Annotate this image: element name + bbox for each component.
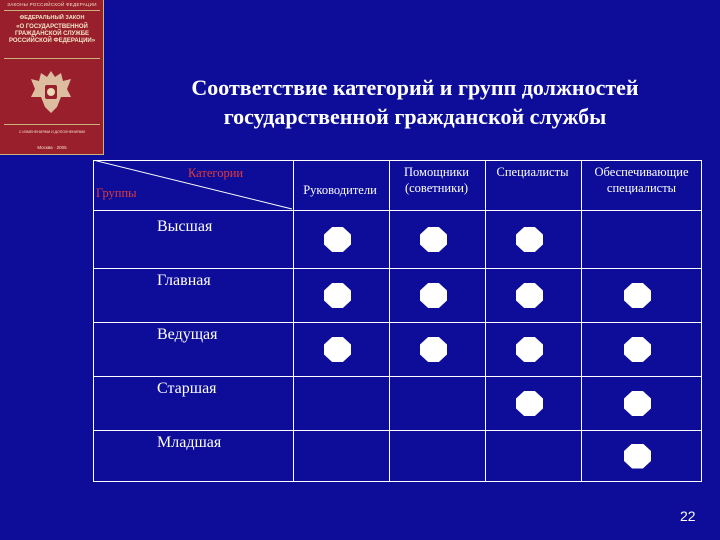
row-label-leading: Ведущая — [157, 326, 218, 343]
table-horizontal-line — [93, 268, 702, 269]
column-header-line: Помощники — [404, 165, 469, 179]
cover-subtitle-text: С ИЗМЕНЕНИЯМИ И ДОПОЛНЕНИЯМИ — [18, 130, 86, 134]
correspondence-mark-icon — [516, 391, 543, 416]
coat-of-arms-icon — [29, 67, 73, 117]
table-horizontal-line — [93, 210, 702, 211]
cover-divider — [4, 124, 100, 125]
correspondence-mark-icon — [516, 337, 543, 362]
column-header-support-specialists — [581, 164, 702, 197]
row-label-highest: Высшая — [157, 218, 213, 235]
cover-law-type-text: ФЕДЕРАЛЬНЫЙ ЗАКОН — [19, 15, 85, 21]
column-header-assistants — [389, 164, 484, 197]
table-vertical-line — [485, 160, 486, 482]
table-horizontal-line — [93, 376, 702, 377]
corner-header-categories: Категории — [188, 166, 244, 180]
correspondence-mark-icon — [420, 227, 447, 252]
table-vertical-line — [293, 160, 294, 482]
column-header-specialists — [485, 164, 580, 180]
correspondence-mark-icon — [624, 391, 651, 416]
table-horizontal-line — [93, 430, 702, 431]
correspondence-mark-icon — [624, 337, 651, 362]
row-label-senior: Старшая — [157, 380, 217, 397]
correspondence-mark-icon — [420, 283, 447, 308]
cover-series-text: ЗАКОНЫ РОССИЙСКОЙ ФЕДЕРАЦИИ — [7, 2, 97, 7]
book-cover-image — [0, 0, 104, 155]
slide-title — [110, 74, 720, 131]
correspondence-mark-icon — [516, 227, 543, 252]
table-horizontal-line — [93, 160, 702, 161]
table-vertical-line — [581, 160, 582, 482]
cover-divider — [4, 10, 100, 11]
table-vertical-line — [701, 160, 702, 482]
slide-title-line2: государственной гражданской службы — [223, 103, 607, 129]
table-horizontal-line — [93, 322, 702, 323]
table-horizontal-line — [93, 481, 702, 482]
table-vertical-line — [93, 160, 94, 482]
column-header-line: (советники) — [404, 181, 469, 196]
page-number: 22 — [680, 508, 696, 524]
corner-header-groups: Группы — [96, 186, 137, 200]
row-label-junior: Младшая — [157, 434, 222, 451]
correspondence-mark-icon — [624, 283, 651, 308]
cover-divider — [4, 58, 100, 59]
correspondence-mark-icon — [624, 444, 651, 469]
column-header-line: специалисты — [606, 181, 677, 196]
slide-title-line1: Соответствие категорий и групп должностей — [191, 75, 639, 100]
correspondence-mark-icon — [324, 337, 351, 362]
column-header-line: Руководители — [303, 183, 377, 197]
correspondence-mark-icon — [420, 337, 447, 362]
category-group-table — [93, 160, 702, 482]
column-header-managers — [293, 182, 387, 198]
cover-law-title-text: «О ГОСУДАРСТВЕННОЙ ГРАЖДАНСКОЙ СЛУЖБЕ РОССИЙСКОЙ ФЕДЕРАЦИИ» — [8, 24, 96, 44]
column-header-line: Специалисты — [496, 165, 569, 179]
correspondence-mark-icon — [324, 283, 351, 308]
table-vertical-line — [389, 160, 390, 482]
correspondence-mark-icon — [516, 283, 543, 308]
correspondence-mark-icon — [324, 227, 351, 252]
row-label-main: Главная — [157, 272, 211, 289]
column-header-line: Обеспечивающие — [594, 165, 689, 179]
cover-publisher-text: Москва · 2005 — [37, 145, 67, 150]
